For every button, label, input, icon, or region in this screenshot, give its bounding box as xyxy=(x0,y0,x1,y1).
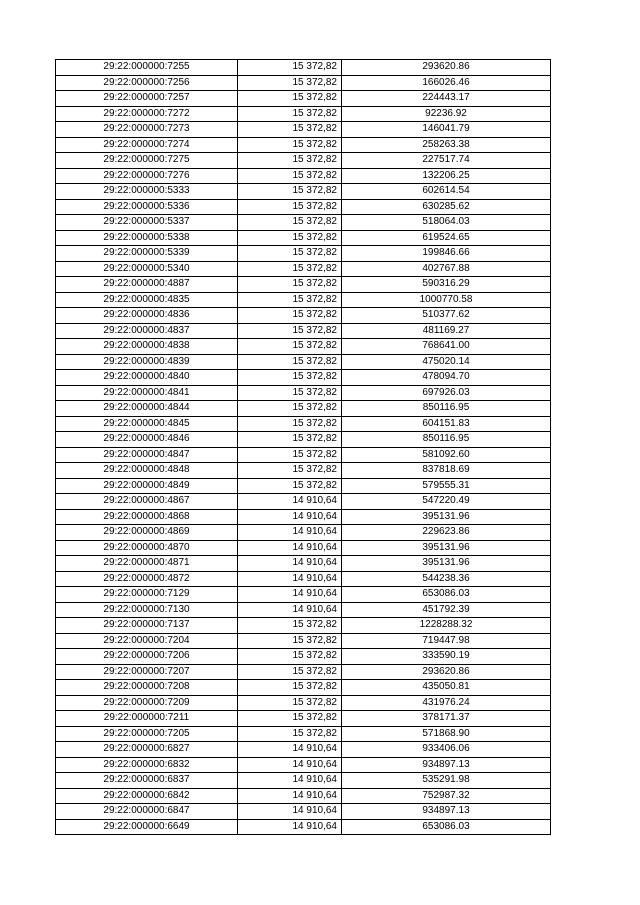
area-cell: 15 372,82 xyxy=(238,323,342,339)
table-row xyxy=(56,401,551,417)
cadastral-number-cell: 29:22:000000:4839 xyxy=(56,354,238,370)
cadastral-number-cell: 29:22:000000:5338 xyxy=(56,230,238,246)
value-cell: 510377.62 xyxy=(342,308,551,324)
table-row xyxy=(56,60,551,76)
area-cell: 15 372,82 xyxy=(238,230,342,246)
cadastral-number-cell: 29:22:000000:6827 xyxy=(56,742,238,758)
value-cell: 166026.46 xyxy=(342,75,551,91)
area-cell: 15 372,82 xyxy=(238,184,342,200)
value-cell: 581092.60 xyxy=(342,447,551,463)
area-cell: 14 910,64 xyxy=(238,587,342,603)
table-row xyxy=(56,525,551,541)
cadastral-number-cell: 29:22:000000:7208 xyxy=(56,680,238,696)
value-cell: 933406.06 xyxy=(342,742,551,758)
table-row xyxy=(56,773,551,789)
cadastral-number-cell: 29:22:000000:6832 xyxy=(56,757,238,773)
area-cell: 15 372,82 xyxy=(238,277,342,293)
table-row xyxy=(56,292,551,308)
value-cell: 602614.54 xyxy=(342,184,551,200)
area-cell: 15 372,82 xyxy=(238,385,342,401)
table-row xyxy=(56,308,551,324)
value-cell: 535291.98 xyxy=(342,773,551,789)
cadastral-number-cell: 29:22:000000:5339 xyxy=(56,246,238,262)
value-cell: 199846.66 xyxy=(342,246,551,262)
area-cell: 15 372,82 xyxy=(238,246,342,262)
value-cell: 293620.86 xyxy=(342,664,551,680)
area-cell: 15 372,82 xyxy=(238,649,342,665)
table-row xyxy=(56,726,551,742)
cadastral-number-cell: 29:22:000000:7275 xyxy=(56,153,238,169)
value-cell: 837818.69 xyxy=(342,463,551,479)
area-cell: 14 910,64 xyxy=(238,509,342,525)
area-cell: 14 910,64 xyxy=(238,525,342,541)
table-row xyxy=(56,587,551,603)
area-cell: 15 372,82 xyxy=(238,463,342,479)
table-row xyxy=(56,323,551,339)
table-row xyxy=(56,447,551,463)
table-row xyxy=(56,153,551,169)
area-cell: 15 372,82 xyxy=(238,75,342,91)
value-cell: 619524.65 xyxy=(342,230,551,246)
value-cell: 451792.39 xyxy=(342,602,551,618)
table-row xyxy=(56,199,551,215)
cadastral-number-cell: 29:22:000000:7256 xyxy=(56,75,238,91)
cadastral-number-cell: 29:22:000000:4869 xyxy=(56,525,238,541)
cadastral-number-cell: 29:22:000000:5336 xyxy=(56,199,238,215)
area-cell: 15 372,82 xyxy=(238,432,342,448)
value-cell: 850116.95 xyxy=(342,432,551,448)
value-cell: 768641.00 xyxy=(342,339,551,355)
area-cell: 15 372,82 xyxy=(238,91,342,107)
area-cell: 15 372,82 xyxy=(238,726,342,742)
area-cell: 14 910,64 xyxy=(238,819,342,835)
value-cell: 518064.03 xyxy=(342,215,551,231)
value-cell: 850116.95 xyxy=(342,401,551,417)
value-cell: 481169.27 xyxy=(342,323,551,339)
value-cell: 752987.32 xyxy=(342,788,551,804)
cadastral-number-cell: 29:22:000000:7137 xyxy=(56,618,238,634)
table-row xyxy=(56,463,551,479)
value-cell: 395131.96 xyxy=(342,540,551,556)
table-row xyxy=(56,261,551,277)
value-cell: 402767.88 xyxy=(342,261,551,277)
cadastral-number-cell: 29:22:000000:4872 xyxy=(56,571,238,587)
cadastral-number-cell: 29:22:000000:4870 xyxy=(56,540,238,556)
value-cell: 547220.49 xyxy=(342,494,551,510)
value-cell: 630285.62 xyxy=(342,199,551,215)
value-cell: 719447.98 xyxy=(342,633,551,649)
table-row xyxy=(56,695,551,711)
value-cell: 395131.96 xyxy=(342,509,551,525)
table-row xyxy=(56,478,551,494)
area-cell: 14 910,64 xyxy=(238,494,342,510)
cadastral-number-cell: 29:22:000000:7274 xyxy=(56,137,238,153)
cadastral-number-cell: 29:22:000000:4848 xyxy=(56,463,238,479)
area-cell: 15 372,82 xyxy=(238,106,342,122)
table-row xyxy=(56,339,551,355)
table-row xyxy=(56,757,551,773)
cadastral-number-cell: 29:22:000000:5333 xyxy=(56,184,238,200)
table-row xyxy=(56,649,551,665)
cadastral-number-cell: 29:22:000000:7205 xyxy=(56,726,238,742)
area-cell: 15 372,82 xyxy=(238,199,342,215)
value-cell: 544238.36 xyxy=(342,571,551,587)
area-cell: 14 910,64 xyxy=(238,540,342,556)
value-cell: 293620.86 xyxy=(342,60,551,76)
cadastral-number-cell: 29:22:000000:6842 xyxy=(56,788,238,804)
cadastral-number-cell: 29:22:000000:7207 xyxy=(56,664,238,680)
cadastral-number-cell: 29:22:000000:4841 xyxy=(56,385,238,401)
table-row xyxy=(56,432,551,448)
table-row xyxy=(56,137,551,153)
area-cell: 15 372,82 xyxy=(238,354,342,370)
area-cell: 14 910,64 xyxy=(238,556,342,572)
table-row xyxy=(56,184,551,200)
table-row xyxy=(56,75,551,91)
value-cell: 132206.25 xyxy=(342,168,551,184)
cadastral-number-cell: 29:22:000000:7276 xyxy=(56,168,238,184)
value-cell: 653086.03 xyxy=(342,819,551,835)
value-cell: 478094.70 xyxy=(342,370,551,386)
table-row xyxy=(56,416,551,432)
area-cell: 15 372,82 xyxy=(238,215,342,231)
table-row xyxy=(56,277,551,293)
cadastral-number-cell: 29:22:000000:5337 xyxy=(56,215,238,231)
value-cell: 92236.92 xyxy=(342,106,551,122)
value-cell: 378171.37 xyxy=(342,711,551,727)
area-cell: 14 910,64 xyxy=(238,773,342,789)
area-cell: 15 372,82 xyxy=(238,447,342,463)
table-row xyxy=(56,556,551,572)
cadastral-number-cell: 29:22:000000:7272 xyxy=(56,106,238,122)
value-cell: 590316.29 xyxy=(342,277,551,293)
value-cell: 934897.13 xyxy=(342,757,551,773)
table-row xyxy=(56,106,551,122)
table-row xyxy=(56,509,551,525)
table-row xyxy=(56,680,551,696)
table-row xyxy=(56,230,551,246)
cadastral-number-cell: 29:22:000000:7129 xyxy=(56,587,238,603)
cadastral-number-cell: 29:22:000000:7206 xyxy=(56,649,238,665)
cadastral-number-cell: 29:22:000000:4844 xyxy=(56,401,238,417)
area-cell: 15 372,82 xyxy=(238,695,342,711)
area-cell: 15 372,82 xyxy=(238,370,342,386)
area-cell: 14 910,64 xyxy=(238,602,342,618)
area-cell: 14 910,64 xyxy=(238,757,342,773)
cadastral-number-cell: 29:22:000000:4849 xyxy=(56,478,238,494)
value-cell: 697926.03 xyxy=(342,385,551,401)
value-cell: 224443.17 xyxy=(342,91,551,107)
table-row xyxy=(56,664,551,680)
table-row xyxy=(56,804,551,820)
table-row xyxy=(56,633,551,649)
table-row xyxy=(56,494,551,510)
value-cell: 146041.79 xyxy=(342,122,551,138)
cadastral-number-cell: 29:22:000000:7130 xyxy=(56,602,238,618)
cadastral-number-cell: 29:22:000000:7204 xyxy=(56,633,238,649)
table-row xyxy=(56,354,551,370)
table-row xyxy=(56,246,551,262)
cadastral-number-cell: 29:22:000000:6847 xyxy=(56,804,238,820)
table-row xyxy=(56,618,551,634)
area-cell: 15 372,82 xyxy=(238,478,342,494)
area-cell: 15 372,82 xyxy=(238,60,342,76)
area-cell: 14 910,64 xyxy=(238,742,342,758)
cadastral-number-cell: 29:22:000000:4845 xyxy=(56,416,238,432)
cadastral-number-cell: 29:22:000000:7211 xyxy=(56,711,238,727)
value-cell: 227517.74 xyxy=(342,153,551,169)
cadastral-number-cell: 29:22:000000:4846 xyxy=(56,432,238,448)
table-row xyxy=(56,168,551,184)
area-cell: 15 372,82 xyxy=(238,168,342,184)
table-body xyxy=(56,60,551,835)
cadastral-number-cell: 29:22:000000:5340 xyxy=(56,261,238,277)
table-row xyxy=(56,122,551,138)
value-cell: 431976.24 xyxy=(342,695,551,711)
value-cell: 653086.03 xyxy=(342,587,551,603)
cadastral-number-cell: 29:22:000000:7255 xyxy=(56,60,238,76)
area-cell: 15 372,82 xyxy=(238,137,342,153)
area-cell: 14 910,64 xyxy=(238,788,342,804)
cadastral-number-cell: 29:22:000000:4836 xyxy=(56,308,238,324)
value-cell: 435050.81 xyxy=(342,680,551,696)
table-row xyxy=(56,370,551,386)
cadastral-number-cell: 29:22:000000:4868 xyxy=(56,509,238,525)
table-row xyxy=(56,540,551,556)
value-cell: 571868.90 xyxy=(342,726,551,742)
value-cell: 258263.38 xyxy=(342,137,551,153)
cadastral-number-cell: 29:22:000000:4840 xyxy=(56,370,238,386)
cadastral-number-cell: 29:22:000000:7273 xyxy=(56,122,238,138)
table-row xyxy=(56,742,551,758)
value-cell: 604151.83 xyxy=(342,416,551,432)
area-cell: 15 372,82 xyxy=(238,122,342,138)
area-cell: 15 372,82 xyxy=(238,401,342,417)
table-row xyxy=(56,602,551,618)
cadastral-number-cell: 29:22:000000:4871 xyxy=(56,556,238,572)
cadastre-table xyxy=(55,59,551,835)
cadastral-number-cell: 29:22:000000:4837 xyxy=(56,323,238,339)
area-cell: 15 372,82 xyxy=(238,633,342,649)
table-row xyxy=(56,711,551,727)
area-cell: 15 372,82 xyxy=(238,416,342,432)
table-row xyxy=(56,788,551,804)
area-cell: 14 910,64 xyxy=(238,804,342,820)
table-row xyxy=(56,571,551,587)
area-cell: 15 372,82 xyxy=(238,292,342,308)
value-cell: 229623.86 xyxy=(342,525,551,541)
cadastral-number-cell: 29:22:000000:6649 xyxy=(56,819,238,835)
value-cell: 395131.96 xyxy=(342,556,551,572)
table-row xyxy=(56,215,551,231)
cadastral-number-cell: 29:22:000000:6837 xyxy=(56,773,238,789)
cadastral-number-cell: 29:22:000000:7209 xyxy=(56,695,238,711)
area-cell: 15 372,82 xyxy=(238,339,342,355)
value-cell: 1228288.32 xyxy=(342,618,551,634)
cadastral-number-cell: 29:22:000000:7257 xyxy=(56,91,238,107)
cadastral-number-cell: 29:22:000000:4887 xyxy=(56,277,238,293)
area-cell: 15 372,82 xyxy=(238,308,342,324)
table-row xyxy=(56,385,551,401)
table-row xyxy=(56,819,551,835)
value-cell: 579555.31 xyxy=(342,478,551,494)
area-cell: 15 372,82 xyxy=(238,664,342,680)
area-cell: 14 910,64 xyxy=(238,571,342,587)
area-cell: 15 372,82 xyxy=(238,153,342,169)
area-cell: 15 372,82 xyxy=(238,618,342,634)
area-cell: 15 372,82 xyxy=(238,261,342,277)
value-cell: 934897.13 xyxy=(342,804,551,820)
cadastral-number-cell: 29:22:000000:4835 xyxy=(56,292,238,308)
value-cell: 333590.19 xyxy=(342,649,551,665)
cadastral-number-cell: 29:22:000000:4847 xyxy=(56,447,238,463)
area-cell: 15 372,82 xyxy=(238,680,342,696)
cadastral-number-cell: 29:22:000000:4867 xyxy=(56,494,238,510)
table-row xyxy=(56,91,551,107)
cadastral-number-cell: 29:22:000000:4838 xyxy=(56,339,238,355)
value-cell: 475020.14 xyxy=(342,354,551,370)
area-cell: 15 372,82 xyxy=(238,711,342,727)
value-cell: 1000770.58 xyxy=(342,292,551,308)
